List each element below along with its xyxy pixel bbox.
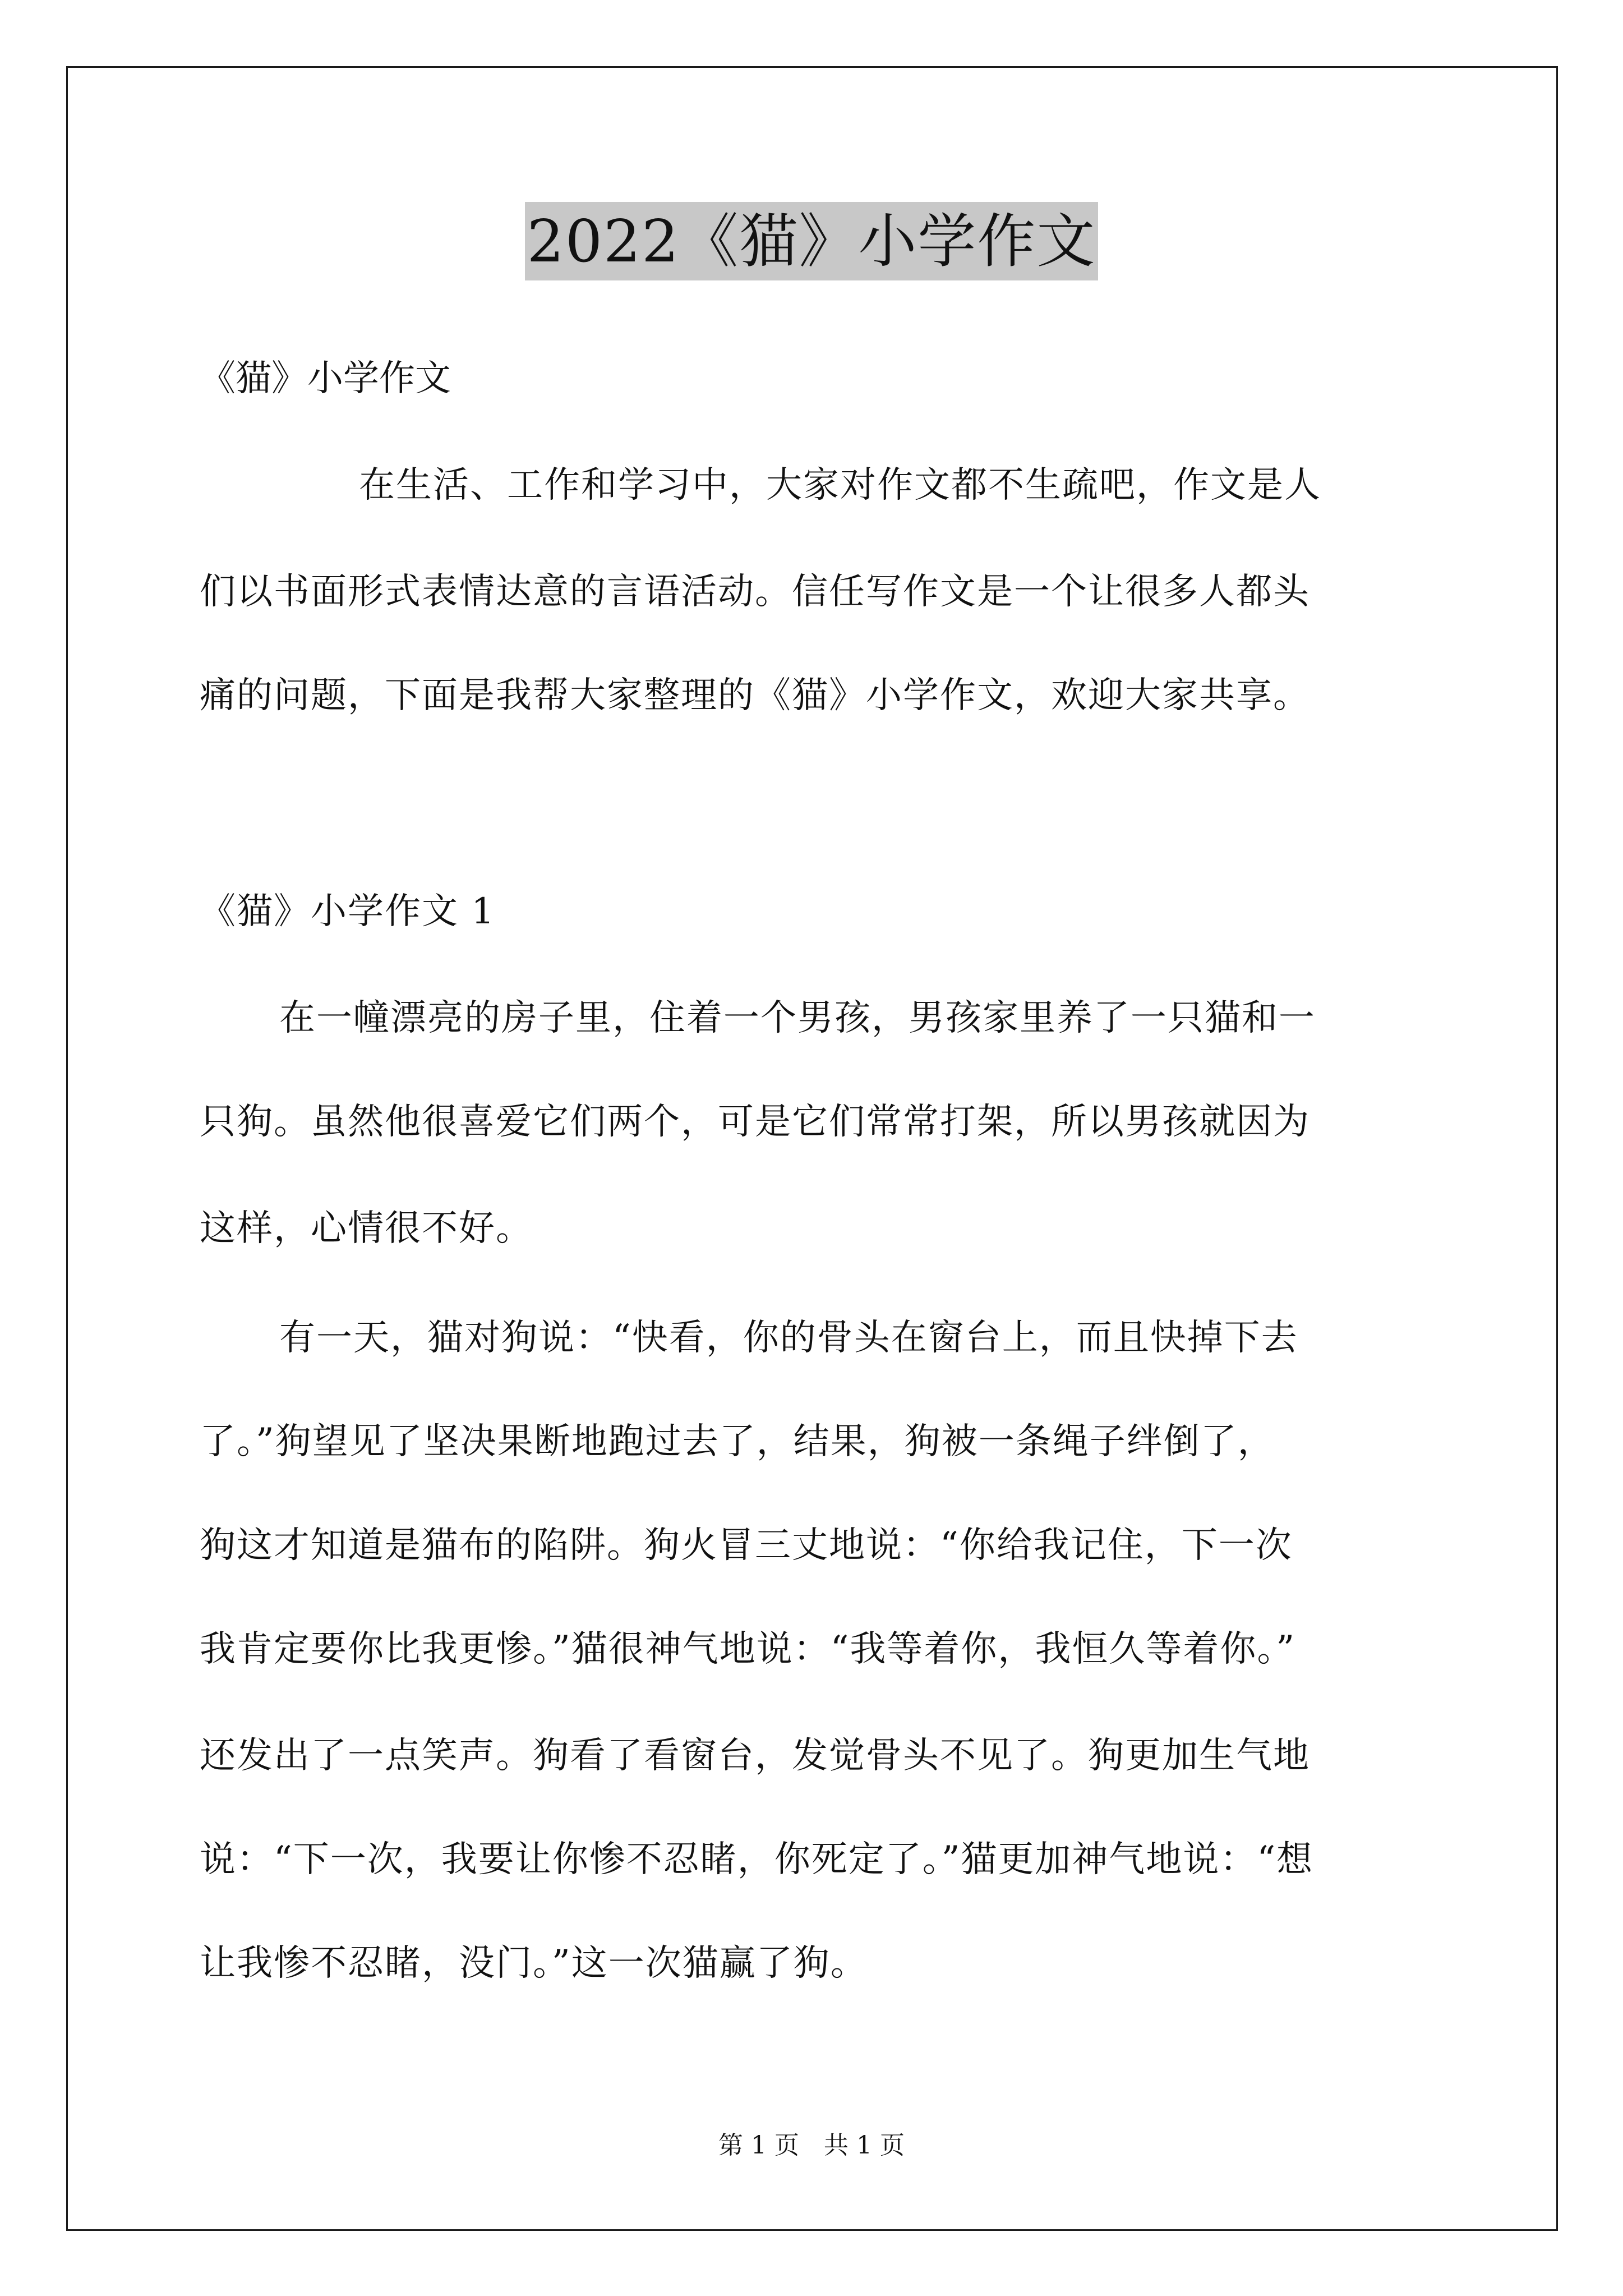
title-container: [0, 202, 1623, 280]
paragraph-line: 这样，心情很不好。: [200, 1208, 533, 1249]
paragraph-line: 只狗。虽然他很喜爱它们两个，可是它们常常打架，所以男孩就因为: [200, 1101, 1310, 1143]
paragraph-line: 狗这才知道是猫布的陷阱。狗火冒三丈地说：“你给我记住，下一次: [200, 1525, 1293, 1566]
document-subtitle: 《猫》小学作文: [200, 358, 451, 399]
intro-line: 痛的问题，下面是我帮大家整理的《猫》小学作文，欢迎大家共享。: [200, 675, 1310, 716]
paragraph-line: 让我惨不忍睹，没门。”这一次猫赢了狗。: [200, 1943, 868, 1984]
section-heading: 《猫》小学作文 1: [200, 891, 496, 932]
paragraph-line: 我肯定要你比我更惨。”猫很神气地说：“我等着你，我恒久等着你。”: [200, 1628, 1296, 1670]
page-footer: 第 1 页 共 1 页: [718, 2131, 905, 2160]
paragraph-line: 有一天，猫对狗说：“快看，你的骨头在窗台上，而且快掉下去: [279, 1317, 1298, 1359]
intro-line: 们以书面形式表情达意的言语活动。信任写作文是一个让很多人都头: [200, 571, 1310, 613]
paragraph-line: 说：“下一次，我要让你惨不忍睹，你死定了。”猫更加神气地说：“想: [200, 1839, 1314, 1880]
paragraph-line: 还发出了一点笑声。狗看了看窗台，发觉骨头不见了。狗更加生气地: [200, 1735, 1310, 1777]
intro-line: 在生活、工作和学习中，大家对作文都不生疏吧，作文是人: [359, 464, 1321, 506]
paragraph-line: 了。”狗望见了坚决果断地跑过去了，结果，狗被一条绳子绊倒了，: [200, 1421, 1275, 1462]
document-title: 2022《猫》小学作文: [525, 202, 1099, 280]
paragraph-line: 在一幢漂亮的房子里，住着一个男孩，男孩家里养了一只猫和一: [279, 997, 1316, 1039]
